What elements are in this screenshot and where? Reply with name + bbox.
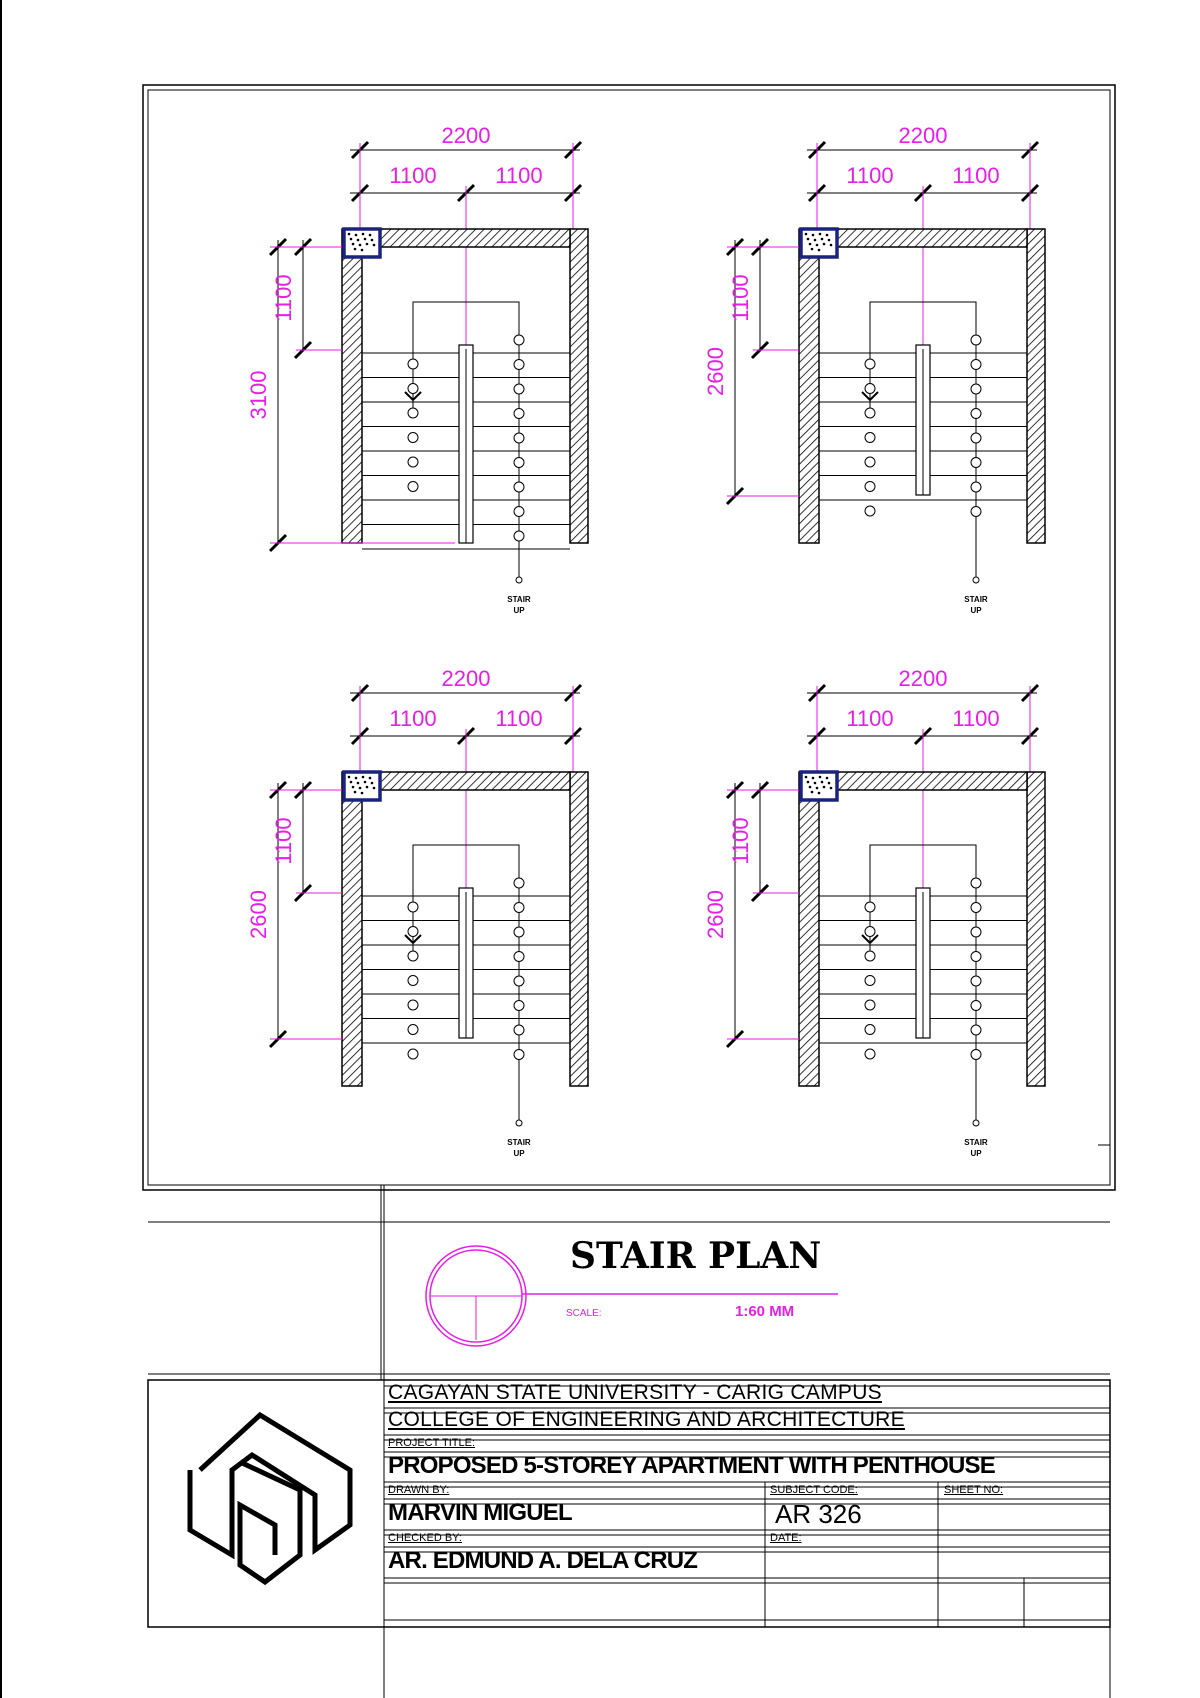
- step-marker: [865, 1049, 875, 1059]
- column-dot: [364, 781, 367, 784]
- plan-3: [246, 666, 588, 1158]
- right-wall: [570, 229, 588, 543]
- column-dot: [354, 791, 357, 794]
- step-marker: [865, 408, 875, 418]
- column-dot: [821, 781, 824, 784]
- step-marker: [408, 927, 418, 937]
- dim-width-right: 1100: [952, 706, 1000, 731]
- stair-label: STAIR: [964, 595, 988, 604]
- column-dot: [811, 791, 814, 794]
- dim-height-inner: 1100: [728, 817, 753, 865]
- step-marker: [514, 458, 524, 468]
- step-marker: [408, 408, 418, 418]
- right-wall: [1027, 772, 1045, 1086]
- walk-end: [973, 1120, 979, 1126]
- column-dot: [819, 233, 822, 236]
- column-dot: [826, 777, 829, 780]
- step-marker: [971, 384, 981, 394]
- step-marker: [514, 878, 524, 888]
- column-dot: [816, 244, 819, 247]
- tb-university: CAGAYAN STATE UNIVERSITY - CARIG CAMPUS: [388, 1381, 882, 1404]
- column-dot: [366, 243, 369, 246]
- step-marker: [514, 409, 524, 419]
- column-dot: [366, 786, 369, 789]
- column-dot: [354, 248, 357, 251]
- column-dot: [816, 787, 819, 790]
- column-dot: [807, 238, 810, 241]
- column-dot: [369, 234, 372, 237]
- dim-height-inner: 1100: [271, 274, 296, 322]
- step-marker: [408, 1025, 418, 1035]
- dim-width-right: 1100: [495, 163, 543, 188]
- column-dot: [371, 239, 374, 242]
- step-marker: [865, 902, 875, 912]
- up-label: UP: [513, 1149, 525, 1158]
- column-dot: [823, 786, 826, 789]
- step-marker: [514, 1025, 524, 1035]
- step-marker: [865, 1025, 875, 1035]
- step-marker: [408, 1049, 418, 1059]
- step-marker: [971, 952, 981, 962]
- step-marker: [865, 482, 875, 492]
- stair-label: STAIR: [964, 1138, 988, 1147]
- drawing-title-area: [426, 1235, 838, 1346]
- step-marker: [971, 976, 981, 986]
- dim-width-right: 1100: [952, 163, 1000, 188]
- column-dot: [361, 249, 364, 252]
- column-dot: [812, 234, 815, 237]
- step-marker: [865, 1000, 875, 1010]
- title-block-grid: [148, 1380, 1110, 1698]
- column-dot: [807, 781, 810, 784]
- dim-width-left: 1100: [389, 163, 437, 188]
- step-marker: [408, 433, 418, 443]
- walk-end: [973, 577, 979, 583]
- step-marker: [971, 458, 981, 468]
- column-dot: [828, 782, 831, 785]
- dim-height-outer: 3100: [246, 370, 271, 420]
- top-wall: [819, 772, 1027, 790]
- step-marker: [971, 507, 981, 517]
- stair-label: STAIR: [507, 1138, 531, 1147]
- step-marker: [514, 384, 524, 394]
- step-marker: [408, 359, 418, 369]
- column-dot: [823, 243, 826, 246]
- top-wall: [819, 229, 1027, 247]
- dim-width-total: 2200: [441, 666, 491, 691]
- tb-sheet-no-label: SHEET NO:: [944, 1484, 1004, 1496]
- tb-checked-by-label: CHECKED BY:: [388, 1532, 462, 1544]
- step-marker: [408, 1000, 418, 1010]
- step-marker: [514, 433, 524, 443]
- dim-height-outer: 2600: [703, 347, 728, 396]
- step-marker: [514, 360, 524, 370]
- step-marker: [971, 482, 981, 492]
- column-dot: [348, 233, 351, 236]
- stair-plans: [246, 123, 1045, 1158]
- column-dot: [362, 776, 365, 779]
- step-marker: [865, 927, 875, 937]
- dim-width-total: 2200: [898, 666, 948, 691]
- column-dot: [355, 234, 358, 237]
- column-dot: [805, 233, 808, 236]
- tb-project-title-label: PROJECT TITLE:: [388, 1437, 476, 1449]
- dim-width-right: 1100: [495, 706, 543, 731]
- column-dot: [364, 238, 367, 241]
- right-wall: [1027, 229, 1045, 543]
- dim-width-left: 1100: [846, 163, 894, 188]
- column-dot: [805, 776, 808, 779]
- plan-2: [703, 123, 1045, 615]
- column-dot: [352, 786, 355, 789]
- plan-4: [703, 666, 1045, 1158]
- column-dot: [350, 238, 353, 241]
- step-marker: [514, 927, 524, 937]
- step-marker: [865, 976, 875, 986]
- step-marker: [971, 1025, 981, 1035]
- step-marker: [865, 433, 875, 443]
- column-dot: [355, 777, 358, 780]
- right-wall: [570, 772, 588, 1086]
- column-dot: [819, 776, 822, 779]
- step-marker: [865, 951, 875, 961]
- up-label: UP: [970, 606, 982, 615]
- step-marker: [514, 903, 524, 913]
- up-label: UP: [970, 1149, 982, 1158]
- step-marker: [971, 903, 981, 913]
- column-dot: [812, 777, 815, 780]
- step-marker: [408, 384, 418, 394]
- step-marker: [408, 951, 418, 961]
- step-marker: [514, 482, 524, 492]
- top-wall: [362, 229, 570, 247]
- column-dot: [362, 233, 365, 236]
- step-marker: [865, 359, 875, 369]
- step-marker: [514, 507, 524, 517]
- left-wall: [799, 229, 819, 543]
- dim-height-outer: 2600: [703, 890, 728, 939]
- step-marker: [408, 902, 418, 912]
- step-marker: [514, 1050, 524, 1060]
- left-wall: [342, 772, 362, 1086]
- step-marker: [865, 384, 875, 394]
- top-wall: [362, 772, 570, 790]
- column-dot: [373, 787, 376, 790]
- dim-width-left: 1100: [846, 706, 894, 731]
- tb-college: COLLEGE OF ENGINEERING AND ARCHITECTURE: [388, 1408, 905, 1431]
- column-dot: [352, 243, 355, 246]
- step-marker: [971, 433, 981, 443]
- step-marker: [514, 952, 524, 962]
- step-marker: [514, 1001, 524, 1011]
- tb-project-title: PROPOSED 5-STOREY APARTMENT WITH PENTHOUSE: [388, 1452, 995, 1479]
- step-marker: [971, 360, 981, 370]
- column-dot: [361, 792, 364, 795]
- step-marker: [971, 927, 981, 937]
- step-marker: [514, 335, 524, 345]
- scale-value: 1:60 MM: [735, 1303, 795, 1320]
- left-wall: [799, 772, 819, 1086]
- column-dot: [357, 239, 360, 242]
- outer-frame: [143, 85, 1115, 1190]
- step-marker: [971, 409, 981, 419]
- column-dot: [369, 777, 372, 780]
- step-marker: [408, 976, 418, 986]
- tb-drawn-by: MARVIN MIGUEL: [388, 1499, 572, 1526]
- column-dot: [826, 234, 829, 237]
- dim-height-inner: 1100: [728, 274, 753, 322]
- tb-subject-code: AR 326: [775, 1499, 862, 1529]
- scale-label: SCALE:: [566, 1308, 602, 1319]
- column-dot: [809, 243, 812, 246]
- column-dot: [359, 244, 362, 247]
- step-marker: [971, 1001, 981, 1011]
- column-dot: [373, 244, 376, 247]
- step-marker: [971, 878, 981, 888]
- tb-subject-code-label: SUBJECT CODE:: [770, 1484, 858, 1496]
- column-dot: [357, 782, 360, 785]
- dim-height-outer: 2600: [246, 890, 271, 939]
- column-dot: [818, 249, 821, 252]
- column-dot: [371, 782, 374, 785]
- step-marker: [514, 531, 524, 541]
- column-dot: [348, 776, 351, 779]
- inner-frame: [148, 90, 1110, 1185]
- column-dot: [830, 787, 833, 790]
- step-marker: [865, 457, 875, 467]
- step-marker: [971, 335, 981, 345]
- column-dot: [814, 782, 817, 785]
- logo-icon: [190, 1415, 350, 1582]
- drawing-title: STAIR PLAN: [570, 1235, 822, 1277]
- dim-width-left: 1100: [389, 706, 437, 731]
- step-marker: [865, 506, 875, 516]
- column-dot: [350, 781, 353, 784]
- up-label: UP: [513, 606, 525, 615]
- step-marker: [408, 482, 418, 492]
- dim-width-total: 2200: [441, 123, 491, 148]
- column-dot: [811, 248, 814, 251]
- column-dot: [818, 792, 821, 795]
- stair-label: STAIR: [507, 595, 531, 604]
- column-dot: [359, 787, 362, 790]
- walk-end: [516, 1120, 522, 1126]
- walk-end: [516, 577, 522, 583]
- tb-checked-by: AR. EDMUND A. DELA CRUZ: [388, 1547, 698, 1574]
- column-dot: [814, 239, 817, 242]
- left-wall: [342, 229, 362, 543]
- column-dot: [809, 786, 812, 789]
- dim-width-total: 2200: [898, 123, 948, 148]
- column-dot: [830, 244, 833, 247]
- step-marker: [971, 1050, 981, 1060]
- step-marker: [408, 457, 418, 467]
- section-marker-icon: [426, 1246, 526, 1346]
- dim-height-inner: 1100: [271, 817, 296, 865]
- step-marker: [514, 976, 524, 986]
- column-dot: [828, 239, 831, 242]
- tb-date-label: DATE:: [770, 1532, 802, 1544]
- column-dot: [821, 238, 824, 241]
- plan-1: [246, 123, 588, 615]
- tb-drawn-by-label: DRAWN BY:: [388, 1484, 450, 1496]
